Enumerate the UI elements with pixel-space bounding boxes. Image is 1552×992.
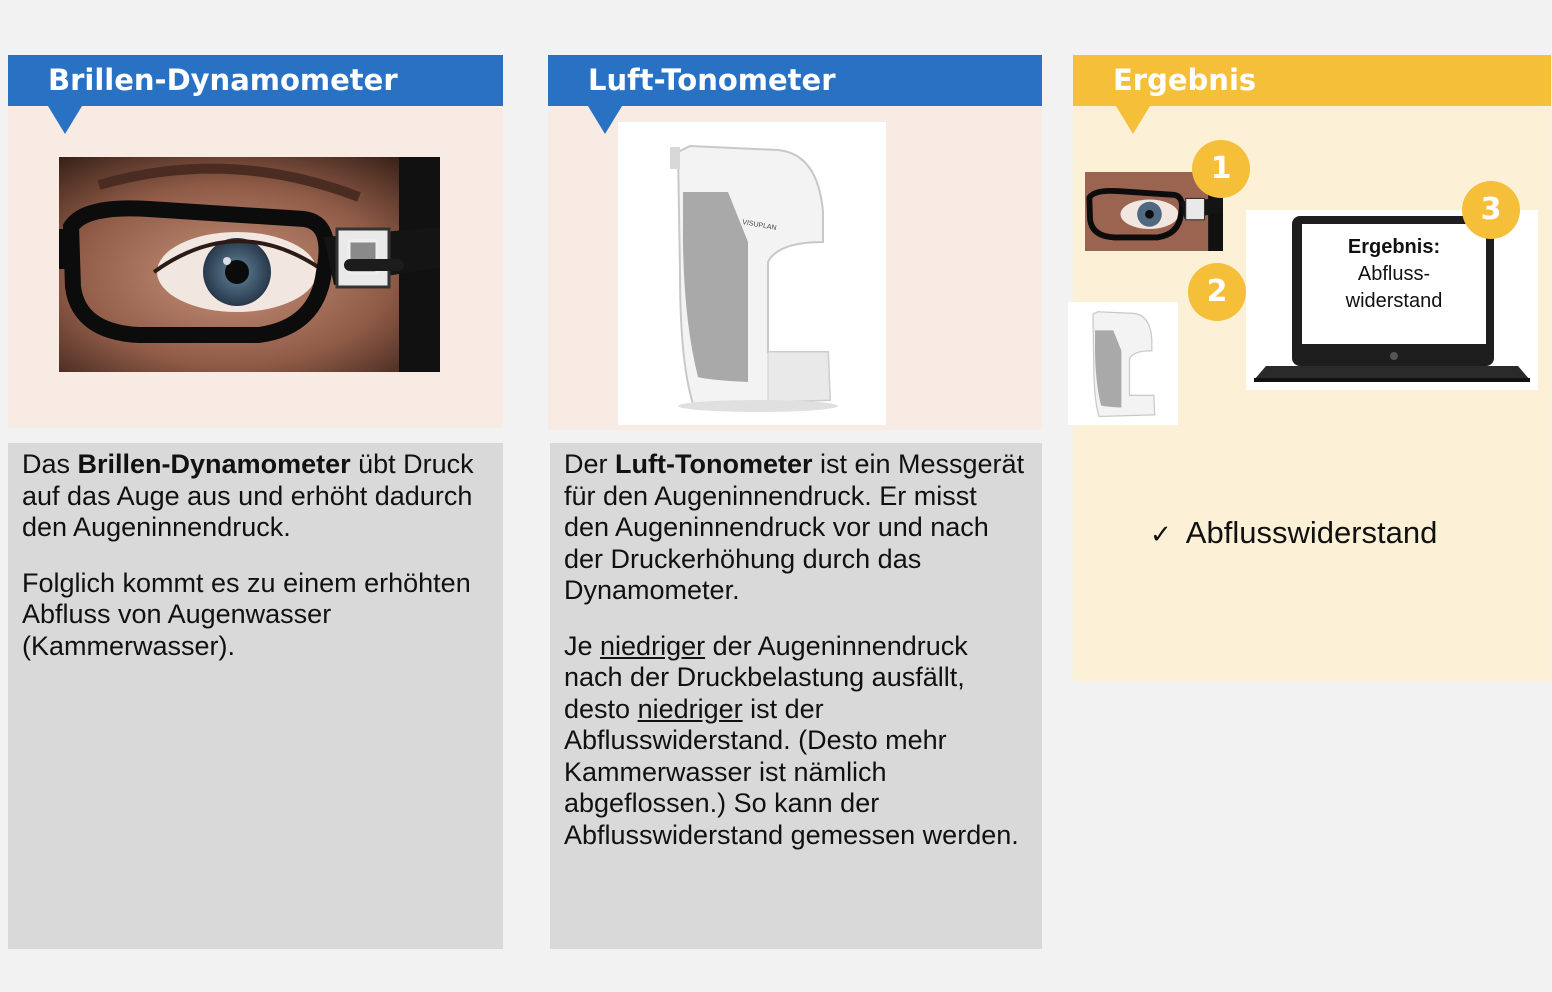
image-panel-dynamometer (8, 106, 503, 428)
bold-term: Luft-Tonometer (615, 449, 813, 479)
description-paragraph-2: Folglich kommt es zu einem erhöhten Abfluss von Augenwasser (Kammerwasser). (22, 567, 471, 661)
laptop-screen-text (1302, 234, 1486, 315)
step-badge-1: 1 (1192, 140, 1250, 198)
description-paragraph-1 (564, 449, 1028, 607)
step-badge-3: 3 (1462, 181, 1520, 239)
header-brillen-dynamometer (8, 55, 503, 106)
step-badge-2: 2 (1188, 263, 1246, 321)
header-ergebnis (1073, 55, 1551, 106)
text-fragment: übt Druck auf das Auge aus und erhöht dadurch den Augeninnendruck. (22, 449, 474, 542)
header-pointer (1116, 106, 1150, 134)
text-fragment: ist ein Messgerät für den Augeninnendruck. Er misst den Augeninnendruck vor und nach der Druckerhöhung durch das Dynamometer. (564, 449, 1025, 605)
tonometer-photo (618, 122, 886, 425)
header-title: Ergebnis (1113, 63, 1257, 97)
result-text: Abflusswiderstand (1185, 515, 1438, 550)
image-panel-tonometer (548, 106, 1042, 430)
text-fragment: Je (564, 630, 601, 661)
laptop-line-1: Abfluss- (1357, 263, 1431, 285)
header-pointer (48, 106, 82, 134)
header-title: Luft-Tonometer (588, 63, 836, 97)
device-label: VISUPLAN (741, 219, 777, 232)
glasses-eye-photo (59, 157, 440, 372)
description-paragraph-2 (564, 631, 1028, 852)
text-fragment: der Augeninnendruck nach der Druckbelastung ausfällt, desto (564, 630, 968, 724)
laptop-title: Ergebnis: (1347, 236, 1441, 258)
header-luft-tonometer (548, 55, 1042, 106)
underlined-term: niedriger (637, 693, 743, 724)
underlined-term: niedriger (600, 630, 706, 661)
text-fragment: Der (564, 449, 616, 479)
text-fragment: ist der Abflusswiderstand. (Desto mehr Kammerwasser ist nämlich abgeflossen.) So kann der Abflusswiderstand gemessen werden. (564, 693, 1019, 850)
text-panel-tonometer (550, 443, 1042, 949)
checkmark-icon: ✓ (1150, 520, 1172, 550)
header-title: Brillen-Dynamometer (48, 63, 398, 97)
result-line (1150, 515, 1437, 551)
text-fragment: Das (22, 449, 78, 479)
description-paragraph-1 (22, 449, 489, 544)
tonometer-thumbnail (1068, 302, 1178, 425)
laptop-line-2: widerstand (1345, 290, 1443, 312)
text-panel-dynamometer (8, 443, 503, 949)
bold-term: Brillen-Dynamometer (77, 449, 351, 479)
header-pointer (588, 106, 622, 134)
